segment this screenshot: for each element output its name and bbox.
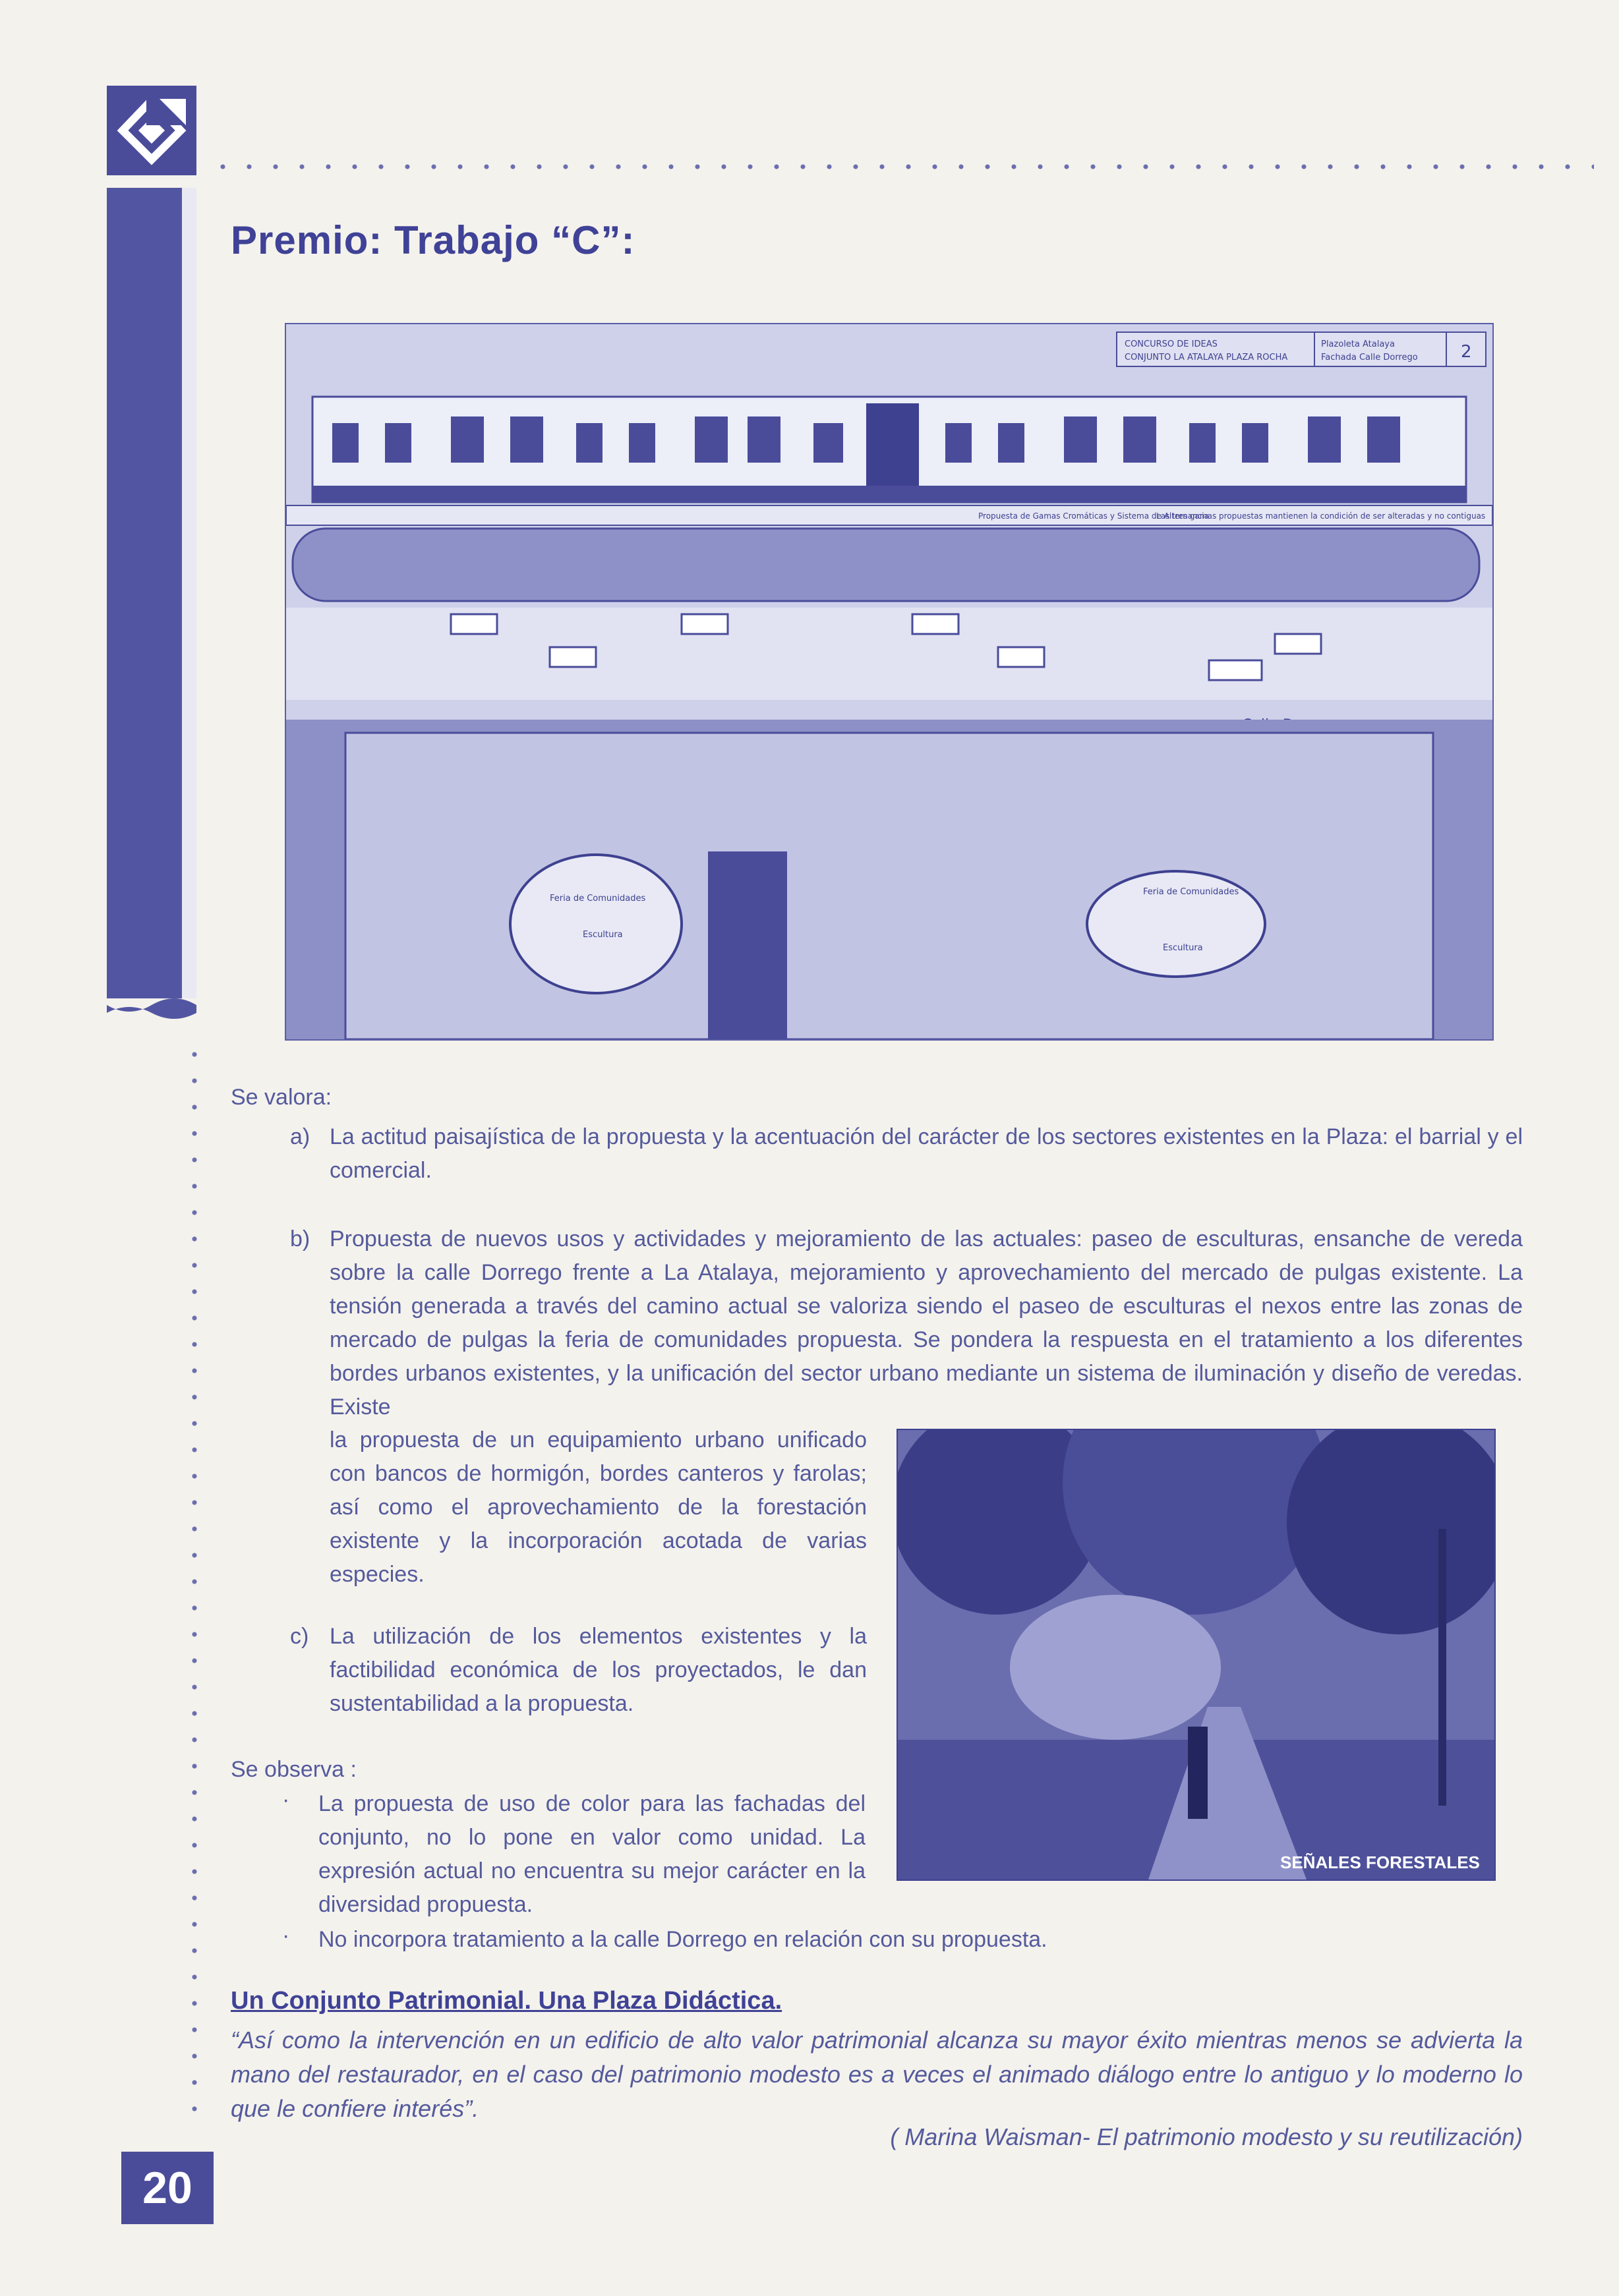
item-b-letter: b) [290, 1226, 310, 1251]
side-wave-ornament [107, 998, 196, 1025]
header-dotted-rule [210, 163, 1594, 170]
plan-label-escultura-1: Escultura [583, 930, 623, 940]
plan-title-block [1117, 332, 1486, 366]
item-a-text: La actitud paisajística de la propuesta y la acentuación del carácter de los sectores existentes en la Plaza: el barrial y el comercial. [330, 1124, 1523, 1183]
facade-note-2: Las tres gamas propuestas mantienen la condición de ser alteradas y no contiguas [1156, 511, 1486, 521]
bullet-dot-icon: · [282, 1787, 290, 1812]
closing-quote: “Así como la intervención en un edificio de alto valor patrimonial alcanza su mayor éxito mientras menos se advierta la mano del restaurador, en el caso del patrimonio modesto es a veces el animado diálogo entre lo antiguo y lo moderno lo que le confiere interés”. [231, 2026, 1523, 2122]
item-a-letter: a) [290, 1124, 310, 1149]
plan-title-right2: Fachada Calle Dorrego [1321, 353, 1418, 362]
page-number: 20 [121, 2152, 214, 2224]
plan-sheet-number: 2 [1461, 342, 1472, 362]
photo-caption: SEÑALES FORESTALES [1280, 1852, 1480, 1872]
plan-title-line2: CONJUNTO LA ATALAYA PLAZA ROCHA [1125, 353, 1288, 362]
se-observa-heading: Se observa : [231, 1757, 357, 1782]
item-b-text: Propuesta de nuevos usos y actividades y mejoramiento de las actuales: paseo de esculturas, ensanche de vereda sobre la calle Dorrego frente a La Atalaya, mejoramiento y aprovechamiento del mercado de pulgas existente. La tensión generada a través del camino actual se valoriza siendo el paseo de esculturas el nexos entre las zonas de mercado de pulgas la feria de comunidades propuesta. Se pondera la respuesta en el tratamiento a los diferentes bordes urbanos existentes, y la unificación del sector urbano mediante un sistema de iluminación y diseño de veredas. Existe [330, 1226, 1523, 1420]
facade-note-1: Propuesta de Gamas Cromáticas y Sistema de Alternancia [978, 511, 1209, 521]
closing-citation: ( Marina Waisman- El patrimonio modesto y su reutilización) [890, 2123, 1523, 2150]
observation-2: No incorpora tratamiento a la calle Dorrego en relación con su propuesta. [318, 1927, 1047, 1952]
plan-drawing [285, 323, 1494, 1041]
plan-title-line1: CONCURSO DE IDEAS [1125, 339, 1218, 349]
side-dotted-rule [191, 1041, 198, 2122]
item-c-letter: c) [290, 1624, 309, 1649]
section-title: Premio: Trabajo “C”: [231, 218, 635, 262]
item-c-text: La utilización de los elementos existentes y la factibilidad económica de los proyectados, le dan sustentabilidad a la propuesta. [330, 1624, 867, 1716]
plan-label-feria-1: Feria de Comunidades [550, 894, 646, 904]
item-b-text-continued: la propuesta de un equipamiento urbano unificado con bancos de hormigón, bordes canteros y farolas; así como el aprovechamiento de la forestación existente y la incorporación acotada de varias especies. [330, 1427, 867, 1587]
observation-1: La propuesta de uso de color para las fachadas del conjunto, no lo pone en valor como unidad. La expresión actual no encuentra su mejor carácter en la diversidad propuesta. [318, 1791, 866, 1917]
bullet-dot-icon: · [282, 1923, 290, 1948]
logo-icon [107, 86, 196, 175]
se-valora-heading: Se valora: [231, 1085, 332, 1110]
plan-title-right1: Plazoleta Atalaya [1321, 339, 1395, 349]
facade-elevation [312, 397, 1466, 502]
park-photo [897, 1429, 1496, 1881]
side-bar-stripe [182, 188, 196, 998]
plan-label-feria-2: Feria de Comunidades [1143, 887, 1239, 897]
closing-title: Un Conjunto Patrimonial. Una Plaza Didáctica. [231, 1987, 782, 2015]
plan-label-escultura-2: Escultura [1163, 943, 1203, 953]
